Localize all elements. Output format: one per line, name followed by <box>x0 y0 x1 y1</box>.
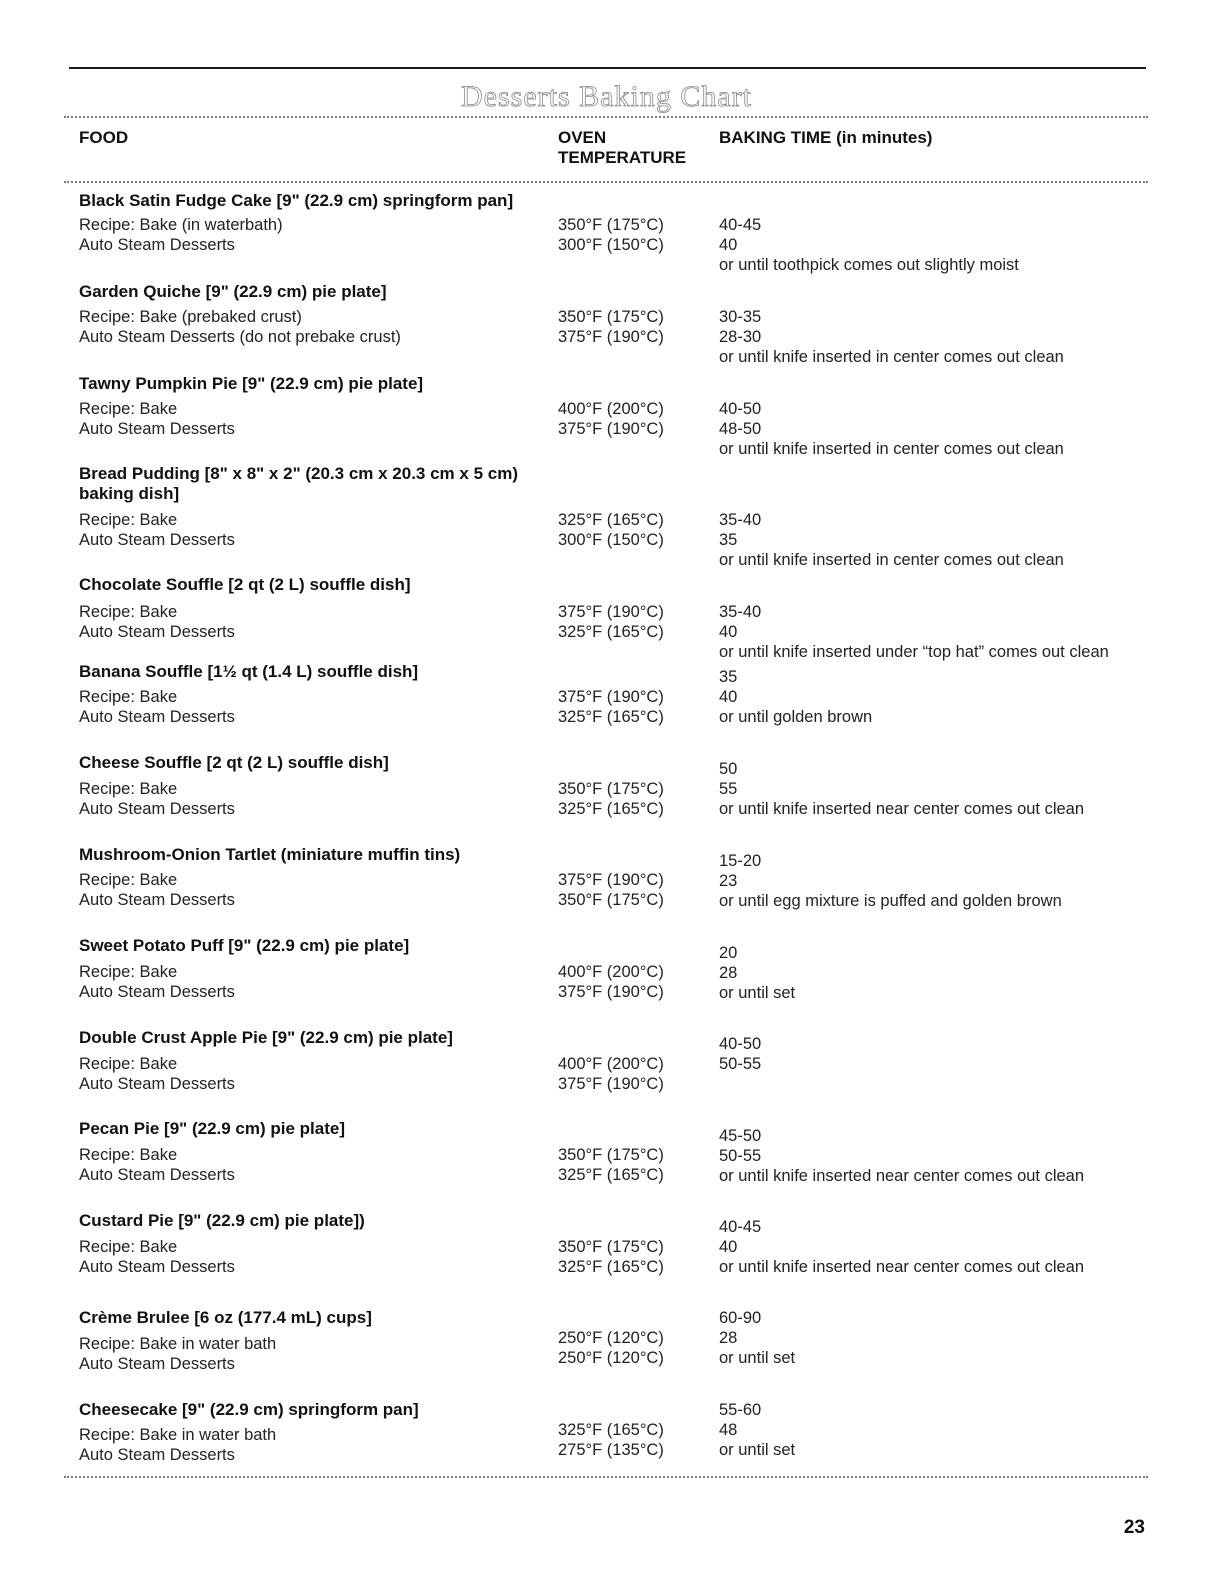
baking-time: 40 <box>719 623 738 641</box>
cooking-method: Auto Steam Desserts <box>79 708 235 726</box>
baking-time: or until knife inserted in center comes out clean <box>719 551 1064 569</box>
oven-temperature: 375°F (190°C) <box>558 603 664 621</box>
page-title: Desserts Baking Chart <box>461 80 752 113</box>
cooking-method: Auto Steam Desserts <box>79 623 235 641</box>
food-name: Pecan Pie [9" (22.9 cm) pie plate] <box>79 1119 345 1138</box>
oven-temperature: 350°F (175°C) <box>558 891 664 909</box>
baking-time: 55 <box>719 780 738 798</box>
baking-time: 20 <box>719 944 738 962</box>
baking-times <box>719 943 1159 1003</box>
food-name: Banana Souffle [1½ qt (1.4 L) souffle dish] <box>79 662 419 681</box>
cooking-method: Auto Steam Desserts <box>79 531 235 549</box>
baking-time: 30-35 <box>719 308 762 326</box>
oven-temperature: 375°F (190°C) <box>558 871 664 889</box>
food-name: Garden Quiche [9" (22.9 cm) pie plate] <box>79 282 387 301</box>
oven-temperature: 400°F (200°C) <box>558 1055 664 1073</box>
oven-temperature: 275°F (135°C) <box>558 1441 664 1459</box>
baking-time: or until golden brown <box>719 708 873 726</box>
header-divider <box>64 181 1148 183</box>
oven-temperature: 325°F (165°C) <box>558 800 664 818</box>
food-methods <box>79 779 549 819</box>
food-methods <box>79 687 549 727</box>
food-header: FOOD <box>79 128 129 147</box>
cooking-method: Recipe: Bake (prebaked crust) <box>79 308 302 326</box>
food-methods <box>79 870 549 910</box>
oven-temperature-header: OVEN TEMPERATURE <box>558 128 687 167</box>
food-methods <box>79 1054 549 1094</box>
food-name: Mushroom-Onion Tartlet (miniature muffin tins) <box>79 845 461 864</box>
baking-times <box>719 1217 1159 1277</box>
cooking-method: Recipe: Bake <box>79 871 178 889</box>
food-name: Double Crust Apple Pie [9" (22.9 cm) pie plate] <box>79 1028 453 1047</box>
baking-time: 40 <box>719 688 738 706</box>
cooking-method: Auto Steam Desserts <box>79 800 235 818</box>
oven-temperatures <box>558 602 708 642</box>
oven-temperatures <box>558 510 708 550</box>
cooking-method: Auto Steam Desserts <box>79 420 235 438</box>
oven-temperature: 375°F (190°C) <box>558 983 664 1001</box>
baking-time: 40-45 <box>719 216 762 234</box>
cooking-method: Recipe: Bake in water bath <box>79 1335 277 1353</box>
oven-temperature: 400°F (200°C) <box>558 400 664 418</box>
oven-temperatures <box>558 1237 708 1277</box>
cooking-method: Recipe: Bake (in waterbath) <box>79 216 283 234</box>
baking-time: or until set <box>719 984 796 1002</box>
baking-time: 45-50 <box>719 1127 762 1145</box>
cooking-method: Auto Steam Desserts <box>79 1355 235 1373</box>
baking-time: or until set <box>719 1349 796 1367</box>
oven-temperature: 350°F (175°C) <box>558 216 664 234</box>
baking-time: 48-50 <box>719 420 762 438</box>
page-number: 23 <box>1123 1517 1145 1538</box>
oven-temperature: 400°F (200°C) <box>558 963 664 981</box>
cooking-method: Recipe: Bake <box>79 1238 178 1256</box>
oven-temperature: 375°F (190°C) <box>558 1075 664 1093</box>
oven-temperature: 250°F (120°C) <box>558 1349 664 1367</box>
oven-temperatures <box>558 1054 708 1094</box>
oven-temperature: 325°F (165°C) <box>558 1421 664 1439</box>
food-methods <box>79 602 549 642</box>
oven-temperature: 325°F (165°C) <box>558 623 664 641</box>
baking-times <box>719 759 1159 819</box>
food-name: Black Satin Fudge Cake [9" (22.9 cm) springform pan] <box>79 191 514 210</box>
oven-temperatures <box>558 215 708 255</box>
baking-time: 50-55 <box>719 1147 762 1165</box>
oven-temperature: 325°F (165°C) <box>558 1166 664 1184</box>
baking-times <box>719 399 1159 459</box>
food-name: Crème Brulee [6 oz (177.4 mL) cups] <box>79 1308 372 1327</box>
baking-times <box>719 602 1159 662</box>
food-methods <box>79 1334 549 1374</box>
oven-temperatures <box>558 307 708 347</box>
baking-time: 48 <box>719 1421 738 1439</box>
cooking-method: Auto Steam Desserts <box>79 1258 235 1276</box>
baking-times <box>719 510 1159 570</box>
baking-time: 15-20 <box>719 852 762 870</box>
cooking-method: Auto Steam Desserts <box>79 1075 235 1093</box>
cooking-method: Auto Steam Desserts <box>79 236 235 254</box>
food-name: Sweet Potato Puff [9" (22.9 cm) pie plate] <box>79 936 410 955</box>
bottom-divider <box>64 1476 1148 1478</box>
baking-time: or until knife inserted near center comes out clean <box>719 800 1085 818</box>
cooking-method: Auto Steam Desserts <box>79 891 235 909</box>
baking-time: or until egg mixture is puffed and golden brown <box>719 892 1062 910</box>
oven-temperatures <box>558 870 708 910</box>
food-methods <box>79 510 549 550</box>
baking-times <box>719 667 1159 727</box>
baking-times <box>719 215 1159 275</box>
cooking-method: Recipe: Bake <box>79 603 178 621</box>
baking-time: 23 <box>719 872 738 890</box>
baking-time: 50-55 <box>719 1055 762 1073</box>
baking-time: 28 <box>719 964 738 982</box>
oven-temperature: 325°F (165°C) <box>558 708 664 726</box>
food-methods <box>79 1425 549 1465</box>
oven-temperatures <box>558 399 708 439</box>
baking-time: or until knife inserted in center comes out clean <box>719 440 1064 458</box>
baking-time: or until knife inserted near center comes out clean <box>719 1167 1085 1185</box>
baking-times <box>719 307 1159 367</box>
baking-time: or until toothpick comes out slightly moist <box>719 256 1019 274</box>
baking-time: or until knife inserted under “top hat” comes out clean <box>719 643 1109 661</box>
baking-times <box>719 1308 1159 1368</box>
food-methods <box>79 1145 549 1185</box>
food-methods <box>79 399 549 439</box>
cooking-method: Recipe: Bake <box>79 1146 178 1164</box>
oven-temperature: 250°F (120°C) <box>558 1329 664 1347</box>
oven-temperatures <box>558 687 708 727</box>
baking-time: 40-50 <box>719 400 762 418</box>
oven-temperatures <box>558 1328 708 1368</box>
baking-times <box>719 851 1159 911</box>
baking-time: or until knife inserted in center comes out clean <box>719 348 1064 366</box>
cooking-method: Recipe: Bake <box>79 1055 178 1073</box>
baking-time: 55-60 <box>719 1401 762 1419</box>
food-name: Bread Pudding [8" x 8" x 2" (20.3 cm x 20.3 cm x 5 cm) baking dish] <box>79 464 518 503</box>
baking-time: 60-90 <box>719 1309 762 1327</box>
oven-temperature: 325°F (165°C) <box>558 511 664 529</box>
baking-time: 35 <box>719 668 738 686</box>
cooking-method: Recipe: Bake in water bath <box>79 1426 277 1444</box>
baking-time: 40 <box>719 1238 738 1256</box>
food-name: Cheesecake [9" (22.9 cm) springform pan] <box>79 1400 419 1419</box>
cooking-method: Recipe: Bake <box>79 963 178 981</box>
food-methods <box>79 1237 549 1277</box>
top-rule <box>69 67 1146 69</box>
baking-time: 35-40 <box>719 511 762 529</box>
cooking-method: Auto Steam Desserts (do not prebake crust) <box>79 328 401 346</box>
baking-time: 28 <box>719 1329 738 1347</box>
oven-temperatures <box>558 1420 708 1460</box>
baking-time: 40 <box>719 236 738 254</box>
baking-time: 40-45 <box>719 1218 762 1236</box>
baking-time: 35 <box>719 531 738 549</box>
food-name: Custard Pie [9" (22.9 cm) pie plate]) <box>79 1211 365 1230</box>
title-divider <box>64 116 1148 118</box>
baking-time: 50 <box>719 760 738 778</box>
baking-time: 35-40 <box>719 603 762 621</box>
oven-temperature: 350°F (175°C) <box>558 1238 664 1256</box>
cooking-method: Recipe: Bake <box>79 688 178 706</box>
baking-time: or until set <box>719 1441 796 1459</box>
food-methods <box>79 307 549 347</box>
cooking-method: Auto Steam Desserts <box>79 1166 235 1184</box>
cooking-method: Recipe: Bake <box>79 780 178 798</box>
oven-temperature: 350°F (175°C) <box>558 1146 664 1164</box>
oven-temperatures <box>558 962 708 1002</box>
baking-time: or until knife inserted near center comes out clean <box>719 1258 1085 1276</box>
oven-temperature: 350°F (175°C) <box>558 780 664 798</box>
food-name: Cheese Souffle [2 qt (2 L) souffle dish] <box>79 753 389 772</box>
food-name: Chocolate Souffle [2 qt (2 L) souffle dish] <box>79 575 411 594</box>
baking-time-header: BAKING TIME (in minutes) <box>719 128 933 147</box>
cooking-method: Recipe: Bake <box>79 511 178 529</box>
oven-temperature: 375°F (190°C) <box>558 328 664 346</box>
food-methods <box>79 215 549 255</box>
oven-temperatures <box>558 1145 708 1185</box>
baking-time: 40-50 <box>719 1035 762 1053</box>
baking-times <box>719 1126 1159 1186</box>
food-methods <box>79 962 549 1002</box>
oven-temperature: 325°F (165°C) <box>558 1258 664 1276</box>
oven-temperature: 350°F (175°C) <box>558 308 664 326</box>
oven-temperatures <box>558 779 708 819</box>
oven-temperature: 300°F (150°C) <box>558 236 664 254</box>
cooking-method: Recipe: Bake <box>79 400 178 418</box>
baking-time: 28-30 <box>719 328 762 346</box>
baking-times <box>719 1400 1159 1460</box>
oven-temperature: 375°F (190°C) <box>558 688 664 706</box>
food-name: Tawny Pumpkin Pie [9" (22.9 cm) pie plate] <box>79 374 424 393</box>
cooking-method: Auto Steam Desserts <box>79 983 235 1001</box>
oven-temperature: 375°F (190°C) <box>558 420 664 438</box>
cooking-method: Auto Steam Desserts <box>79 1446 235 1464</box>
oven-temperature: 300°F (150°C) <box>558 531 664 549</box>
baking-times <box>719 1034 1159 1074</box>
